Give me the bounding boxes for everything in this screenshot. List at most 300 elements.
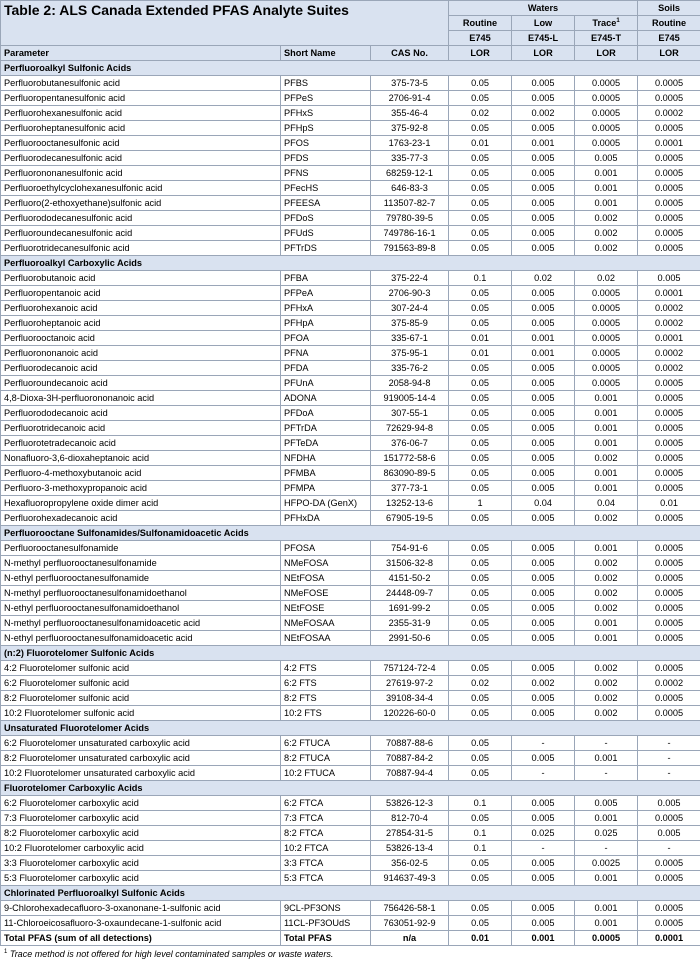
- low-lor-cell: 0.005: [512, 856, 575, 871]
- parameter-cell: 10:2 Fluorotelomer unsaturated carboxylic acid: [1, 766, 281, 781]
- routine-lor-cell: 0.05: [449, 916, 512, 931]
- cas-cell: 70887-94-4: [371, 766, 449, 781]
- routine-lor-cell: 0.05: [449, 91, 512, 106]
- low-lor-cell: 0.005: [512, 301, 575, 316]
- table-row: [1, 511, 700, 526]
- short-name-cell: PFTrDS: [281, 241, 371, 256]
- trace-lor-cell: 0.001: [575, 541, 638, 556]
- parameter-cell: Perfluoro(2-ethoxyethane)sulfonic acid: [1, 196, 281, 211]
- cas-cell: 53826-13-4: [371, 841, 449, 856]
- section-title: Perfluoroalkyl Carboxylic Acids: [1, 256, 700, 271]
- soils-group-header: Soils: [638, 1, 700, 16]
- trace-lor-cell: 0.002: [575, 586, 638, 601]
- low-lor-cell: 0.005: [512, 556, 575, 571]
- table-row: [1, 826, 700, 841]
- parameter-cell: Perfluorododecanoic acid: [1, 406, 281, 421]
- routine-lor-cell: 0.05: [449, 691, 512, 706]
- trace-lor-cell: 0.002: [575, 676, 638, 691]
- parameter-cell: Perfluoroheptanoic acid: [1, 316, 281, 331]
- parameter-cell: Perfluoro-3-methoxypropanoic acid: [1, 481, 281, 496]
- cas-cell: 335-76-2: [371, 361, 449, 376]
- cas-cell: 2991-50-6: [371, 631, 449, 646]
- short-name-cell: 3:3 FTCA: [281, 856, 371, 871]
- short-name-cell: PFHxS: [281, 106, 371, 121]
- low-lor-cell: 0.001: [512, 331, 575, 346]
- routine-lor-cell: 0.05: [449, 766, 512, 781]
- trace-lor-cell: 0.02: [575, 271, 638, 286]
- waters-group-header: Waters: [449, 1, 638, 16]
- table-row: [1, 421, 700, 436]
- routine-lor-cell: 0.05: [449, 661, 512, 676]
- routine-lor-cell: 0.05: [449, 466, 512, 481]
- trace-lor-cell: 0.001: [575, 751, 638, 766]
- low-lor-cell: 0.005: [512, 196, 575, 211]
- routine-lor-cell: 0.05: [449, 586, 512, 601]
- col-lor: LOR: [638, 46, 700, 61]
- cas-cell: 375-95-1: [371, 346, 449, 361]
- method-type-soil-routine: Routine: [638, 16, 700, 31]
- soil-lor-cell: 0.0005: [638, 166, 700, 181]
- trace-lor-cell: 0.0005: [575, 346, 638, 361]
- short-name-cell: PFOSA: [281, 541, 371, 556]
- table-row: [1, 361, 700, 376]
- trace-lor-cell: 0.025: [575, 826, 638, 841]
- total-row: [1, 931, 700, 946]
- low-lor-cell: 0.005: [512, 226, 575, 241]
- parameter-cell: N-methyl perfluorooctanesulfonamidoacetic acid: [1, 616, 281, 631]
- trace-lor-cell: 0.001: [575, 466, 638, 481]
- short-name-cell: 6:2 FTUCA: [281, 736, 371, 751]
- table-row: [1, 241, 700, 256]
- parameter-cell: N-ethyl perfluorooctanesulfonamidoacetic acid: [1, 631, 281, 646]
- short-name-cell: 8:2 FTUCA: [281, 751, 371, 766]
- low-lor-cell: 0.005: [512, 451, 575, 466]
- low-lor-cell: 0.005: [512, 511, 575, 526]
- soil-lor-cell: 0.0005: [638, 511, 700, 526]
- soil-lor-cell: 0.0005: [638, 571, 700, 586]
- parameter-cell: 10:2 Fluorotelomer sulfonic acid: [1, 706, 281, 721]
- low-lor-cell: 0.005: [512, 166, 575, 181]
- table-row: [1, 136, 700, 151]
- short-name-cell: PFecHS: [281, 181, 371, 196]
- routine-lor-cell: 0.05: [449, 301, 512, 316]
- footnote-mark: 1: [4, 949, 8, 955]
- parameter-cell: Perfluoroundecanesulfonic acid: [1, 226, 281, 241]
- cas-cell: 757124-72-4: [371, 661, 449, 676]
- low-lor-cell: 0.005: [512, 616, 575, 631]
- trace-lor-cell: 0.0025: [575, 856, 638, 871]
- short-name-cell: PFNS: [281, 166, 371, 181]
- short-name-cell: PFDA: [281, 361, 371, 376]
- low-lor-cell: 0.005: [512, 751, 575, 766]
- short-name-cell: PFBS: [281, 76, 371, 91]
- parameter-cell: 7:3 Fluorotelomer carboxylic acid: [1, 811, 281, 826]
- soil-lor-cell: 0.0005: [638, 76, 700, 91]
- low-lor-cell: 0.005: [512, 181, 575, 196]
- routine-lor-cell: 0.05: [449, 631, 512, 646]
- short-name-cell: PFHpS: [281, 121, 371, 136]
- trace-lor-cell: 0.0005: [575, 106, 638, 121]
- short-name-cell: PFTeDA: [281, 436, 371, 451]
- table-row: [1, 271, 700, 286]
- table-row: [1, 661, 700, 676]
- trace-lor-cell: 0.001: [575, 421, 638, 436]
- cas-cell: 355-46-4: [371, 106, 449, 121]
- cas-cell: 863090-89-5: [371, 466, 449, 481]
- parameter-cell: Perfluorooctanoic acid: [1, 331, 281, 346]
- low-lor-cell: 0.002: [512, 106, 575, 121]
- trace-lor-cell: 0.001: [575, 196, 638, 211]
- parameter-cell: 8:2 Fluorotelomer sulfonic acid: [1, 691, 281, 706]
- section-header-row: [1, 646, 700, 661]
- soil-lor-cell: 0.0005: [638, 556, 700, 571]
- soil-lor-cell: 0.0005: [638, 391, 700, 406]
- total-trace-lor: 0.0005: [575, 931, 638, 946]
- section-header-row: [1, 886, 700, 901]
- parameter-cell: Nonafluoro-3,6-dioxaheptanoic acid: [1, 451, 281, 466]
- soil-lor-cell: 0.0005: [638, 601, 700, 616]
- low-lor-cell: 0.005: [512, 706, 575, 721]
- parameter-cell: 5:3 Fluorotelomer carboxylic acid: [1, 871, 281, 886]
- short-name-cell: NMeFOSA: [281, 556, 371, 571]
- section-header-row: [1, 61, 700, 76]
- routine-lor-cell: 0.05: [449, 616, 512, 631]
- cas-cell: 763051-92-9: [371, 916, 449, 931]
- short-name-cell: PFNA: [281, 346, 371, 361]
- routine-lor-cell: 0.05: [449, 121, 512, 136]
- parameter-cell: N-ethyl perfluorooctanesulfonamidoethanol: [1, 601, 281, 616]
- table-row: [1, 451, 700, 466]
- short-name-cell: PFHpA: [281, 316, 371, 331]
- short-name-cell: PFUdS: [281, 226, 371, 241]
- short-name-cell: PFHxDA: [281, 511, 371, 526]
- parameter-cell: Perfluoro-4-methoxybutanoic acid: [1, 466, 281, 481]
- parameter-cell: 10:2 Fluorotelomer carboxylic acid: [1, 841, 281, 856]
- cas-cell: 67905-19-5: [371, 511, 449, 526]
- soil-lor-cell: -: [638, 736, 700, 751]
- short-name-cell: 6:2 FTS: [281, 676, 371, 691]
- table-row: [1, 586, 700, 601]
- cas-cell: 646-83-3: [371, 181, 449, 196]
- low-lor-cell: 0.005: [512, 361, 575, 376]
- soil-lor-cell: 0.0002: [638, 361, 700, 376]
- cas-cell: 2355-31-9: [371, 616, 449, 631]
- parameter-cell: N-ethyl perfluorooctanesulfonamide: [1, 571, 281, 586]
- soil-lor-cell: 0.0005: [638, 856, 700, 871]
- low-lor-cell: 0.005: [512, 796, 575, 811]
- cas-cell: 375-73-5: [371, 76, 449, 91]
- short-name-cell: PFDoA: [281, 406, 371, 421]
- soil-lor-cell: 0.0002: [638, 316, 700, 331]
- short-name-cell: PFMPA: [281, 481, 371, 496]
- routine-lor-cell: 0.05: [449, 391, 512, 406]
- method-code-soil-e745: E745: [638, 31, 700, 46]
- routine-lor-cell: 0.05: [449, 361, 512, 376]
- trace-lor-cell: 0.001: [575, 811, 638, 826]
- routine-lor-cell: 0.01: [449, 331, 512, 346]
- routine-lor-cell: 0.02: [449, 106, 512, 121]
- section-title: Fluorotelomer Carboxylic Acids: [1, 781, 700, 796]
- cas-cell: 375-85-9: [371, 316, 449, 331]
- total-soil-lor: 0.0001: [638, 931, 700, 946]
- table-row: [1, 841, 700, 856]
- routine-lor-cell: 0.1: [449, 841, 512, 856]
- cas-cell: 68259-12-1: [371, 166, 449, 181]
- parameter-cell: Perfluorotridecanoic acid: [1, 421, 281, 436]
- trace-lor-cell: 0.001: [575, 166, 638, 181]
- short-name-cell: PFMBA: [281, 466, 371, 481]
- method-type-low: Low: [512, 16, 575, 31]
- table-row: [1, 916, 700, 931]
- routine-lor-cell: 0.05: [449, 436, 512, 451]
- parameter-cell: Perfluorooctanesulfonic acid: [1, 136, 281, 151]
- routine-lor-cell: 0.05: [449, 871, 512, 886]
- soil-lor-cell: 0.0005: [638, 466, 700, 481]
- section-header-row: [1, 721, 700, 736]
- trace-lor-cell: 0.001: [575, 901, 638, 916]
- table-row: [1, 496, 700, 511]
- table-row: [1, 796, 700, 811]
- routine-lor-cell: 0.05: [449, 541, 512, 556]
- routine-lor-cell: 0.1: [449, 826, 512, 841]
- routine-lor-cell: 0.05: [449, 166, 512, 181]
- short-name-cell: PFTrDA: [281, 421, 371, 436]
- soil-lor-cell: 0.0005: [638, 541, 700, 556]
- low-lor-cell: 0.005: [512, 481, 575, 496]
- table-row: [1, 481, 700, 496]
- routine-lor-cell: 0.1: [449, 271, 512, 286]
- soil-lor-cell: 0.0005: [638, 661, 700, 676]
- soil-lor-cell: 0.0005: [638, 916, 700, 931]
- routine-lor-cell: 0.05: [449, 316, 512, 331]
- cas-cell: 914637-49-3: [371, 871, 449, 886]
- trace-lor-cell: 0.002: [575, 691, 638, 706]
- table-row: [1, 331, 700, 346]
- parameter-cell: Perfluorohexadecanoic acid: [1, 511, 281, 526]
- trace-lor-cell: -: [575, 766, 638, 781]
- table-row: [1, 391, 700, 406]
- table-row: [1, 856, 700, 871]
- routine-lor-cell: 0.05: [449, 421, 512, 436]
- table-row: [1, 811, 700, 826]
- routine-lor-cell: 0.01: [449, 346, 512, 361]
- low-lor-cell: 0.002: [512, 676, 575, 691]
- low-lor-cell: -: [512, 736, 575, 751]
- soil-lor-cell: 0.005: [638, 271, 700, 286]
- cas-cell: 375-22-4: [371, 271, 449, 286]
- trace-lor-cell: 0.0005: [575, 76, 638, 91]
- section-title: Unsaturated Fluorotelomer Acids: [1, 721, 700, 736]
- parameter-cell: Perfluorononanoic acid: [1, 346, 281, 361]
- routine-lor-cell: 0.05: [449, 856, 512, 871]
- parameter-cell: 8:2 Fluorotelomer unsaturated carboxylic acid: [1, 751, 281, 766]
- cas-cell: 1691-99-2: [371, 601, 449, 616]
- soil-lor-cell: 0.0005: [638, 451, 700, 466]
- short-name-cell: PFEESA: [281, 196, 371, 211]
- parameter-cell: Perfluorododecanesulfonic acid: [1, 211, 281, 226]
- section-header-row: [1, 526, 700, 541]
- table-row: [1, 181, 700, 196]
- short-name-cell: NEtFOSAA: [281, 631, 371, 646]
- trace-lor-cell: 0.002: [575, 571, 638, 586]
- short-name-cell: NMeFOSE: [281, 586, 371, 601]
- trace-lor-cell: 0.002: [575, 211, 638, 226]
- short-name-cell: PFDS: [281, 151, 371, 166]
- short-name-cell: 8:2 FTCA: [281, 826, 371, 841]
- table-body: [1, 61, 700, 931]
- low-lor-cell: 0.02: [512, 271, 575, 286]
- soil-lor-cell: 0.0001: [638, 136, 700, 151]
- trace-lor-cell: 0.001: [575, 616, 638, 631]
- trace-lor-cell: 0.002: [575, 451, 638, 466]
- table-row: [1, 706, 700, 721]
- cas-cell: 113507-82-7: [371, 196, 449, 211]
- table-row: [1, 751, 700, 766]
- routine-lor-cell: 0.05: [449, 571, 512, 586]
- trace-lor-cell: 0.001: [575, 871, 638, 886]
- parameter-cell: Perfluorobutanoic acid: [1, 271, 281, 286]
- total-cas: n/a: [371, 931, 449, 946]
- soil-lor-cell: 0.0005: [638, 631, 700, 646]
- parameter-cell: Perfluorohexanoic acid: [1, 301, 281, 316]
- cas-cell: 70887-84-2: [371, 751, 449, 766]
- low-lor-cell: 0.005: [512, 871, 575, 886]
- low-lor-cell: 0.005: [512, 661, 575, 676]
- table-row: [1, 766, 700, 781]
- routine-lor-cell: 0.05: [449, 511, 512, 526]
- low-lor-cell: 0.005: [512, 436, 575, 451]
- cas-cell: 376-06-7: [371, 436, 449, 451]
- header-row-groups: [1, 1, 700, 16]
- table-row: [1, 226, 700, 241]
- table-row: [1, 901, 700, 916]
- parameter-cell: N-methyl perfluorooctanesulfonamide: [1, 556, 281, 571]
- footnote-text: Trace method is not offered for high level contaminated samples or waste waters.: [9, 949, 334, 959]
- soil-lor-cell: 0.0005: [638, 871, 700, 886]
- trace-lor-cell: 0.0005: [575, 121, 638, 136]
- cas-cell: 39108-34-4: [371, 691, 449, 706]
- table-row: [1, 676, 700, 691]
- soil-lor-cell: 0.0005: [638, 211, 700, 226]
- parameter-cell: Perfluorodecanesulfonic acid: [1, 151, 281, 166]
- trace-lor-cell: 0.0005: [575, 376, 638, 391]
- cas-cell: 24448-09-7: [371, 586, 449, 601]
- cas-cell: 812-70-4: [371, 811, 449, 826]
- trace-lor-cell: 0.002: [575, 226, 638, 241]
- short-name-cell: 6:2 FTCA: [281, 796, 371, 811]
- trace-lor-cell: 0.04: [575, 496, 638, 511]
- short-name-cell: 10:2 FTUCA: [281, 766, 371, 781]
- low-lor-cell: 0.005: [512, 916, 575, 931]
- cas-cell: 70887-88-6: [371, 736, 449, 751]
- low-lor-cell: 0.005: [512, 316, 575, 331]
- cas-cell: 2706-91-4: [371, 91, 449, 106]
- table-title: Table 2: ALS Canada Extended PFAS Analyte Suites: [1, 1, 449, 46]
- trace-lor-cell: 0.0005: [575, 91, 638, 106]
- cas-cell: 151772-58-6: [371, 451, 449, 466]
- parameter-cell: Perfluorohexanesulfonic acid: [1, 106, 281, 121]
- routine-lor-cell: 0.05: [449, 241, 512, 256]
- method-type-trace: Trace$^1$: [575, 16, 638, 31]
- soil-lor-cell: 0.005: [638, 796, 700, 811]
- routine-lor-cell: 0.05: [449, 751, 512, 766]
- soil-lor-cell: 0.0005: [638, 691, 700, 706]
- section-title: (n:2) Fluorotelomer Sulfonic Acids: [1, 646, 700, 661]
- soil-lor-cell: 0.0001: [638, 286, 700, 301]
- table-row: [1, 571, 700, 586]
- trace-lor-cell: 0.005: [575, 796, 638, 811]
- soil-lor-cell: 0.0002: [638, 301, 700, 316]
- total-low-lor: 0.001: [512, 931, 575, 946]
- cas-cell: 307-24-4: [371, 301, 449, 316]
- cas-cell: 335-77-3: [371, 151, 449, 166]
- table-row: [1, 91, 700, 106]
- short-name-cell: PFOA: [281, 331, 371, 346]
- short-name-cell: 7:3 FTCA: [281, 811, 371, 826]
- cas-cell: 919005-14-4: [371, 391, 449, 406]
- short-name-cell: PFPeS: [281, 91, 371, 106]
- cas-cell: 120226-60-0: [371, 706, 449, 721]
- low-lor-cell: 0.005: [512, 901, 575, 916]
- short-name-cell: ADONA: [281, 391, 371, 406]
- parameter-cell: 6:2 Fluorotelomer sulfonic acid: [1, 676, 281, 691]
- soil-lor-cell: 0.0005: [638, 586, 700, 601]
- soil-lor-cell: 0.0002: [638, 676, 700, 691]
- cas-cell: 13252-13-6: [371, 496, 449, 511]
- parameter-cell: Perfluoroethylcyclohexanesulfonic acid: [1, 181, 281, 196]
- low-lor-cell: 0.005: [512, 121, 575, 136]
- routine-lor-cell: 0.05: [449, 706, 512, 721]
- soil-lor-cell: -: [638, 841, 700, 856]
- trace-lor-cell: -: [575, 841, 638, 856]
- total-short-name: Total PFAS: [281, 931, 371, 946]
- section-title: Perfluorooctane Sulfonamides/Sulfonamidoacetic Acids: [1, 526, 700, 541]
- col-lor: LOR: [449, 46, 512, 61]
- short-name-cell: 9CL-PF3ONS: [281, 901, 371, 916]
- soil-lor-cell: 0.0005: [638, 421, 700, 436]
- parameter-cell: Perfluoroundecanoic acid: [1, 376, 281, 391]
- low-lor-cell: 0.005: [512, 91, 575, 106]
- parameter-cell: Perfluoroheptanesulfonic acid: [1, 121, 281, 136]
- cas-cell: 4151-50-2: [371, 571, 449, 586]
- table-row: [1, 616, 700, 631]
- trace-lor-cell: 0.002: [575, 706, 638, 721]
- low-lor-cell: -: [512, 841, 575, 856]
- low-lor-cell: 0.005: [512, 421, 575, 436]
- cas-cell: 377-73-1: [371, 481, 449, 496]
- parameter-cell: 3:3 Fluorotelomer carboxylic acid: [1, 856, 281, 871]
- table-row: [1, 301, 700, 316]
- trace-lor-cell: 0.001: [575, 406, 638, 421]
- table-row: [1, 211, 700, 226]
- parameter-cell: Perfluorodecanoic acid: [1, 361, 281, 376]
- table-row: [1, 466, 700, 481]
- trace-lor-cell: 0.001: [575, 916, 638, 931]
- table-row: [1, 196, 700, 211]
- routine-lor-cell: 0.05: [449, 211, 512, 226]
- table-row: [1, 121, 700, 136]
- table-row: [1, 286, 700, 301]
- parameter-cell: Perfluorotetradecanoic acid: [1, 436, 281, 451]
- trace-lor-cell: 0.002: [575, 556, 638, 571]
- trace-lor-cell: 0.0005: [575, 286, 638, 301]
- table-row: [1, 631, 700, 646]
- routine-lor-cell: 0.05: [449, 811, 512, 826]
- parameter-cell: 8:2 Fluorotelomer carboxylic acid: [1, 826, 281, 841]
- trace-lor-cell: 0.002: [575, 241, 638, 256]
- low-lor-cell: 0.005: [512, 571, 575, 586]
- cas-cell: 2058-94-8: [371, 376, 449, 391]
